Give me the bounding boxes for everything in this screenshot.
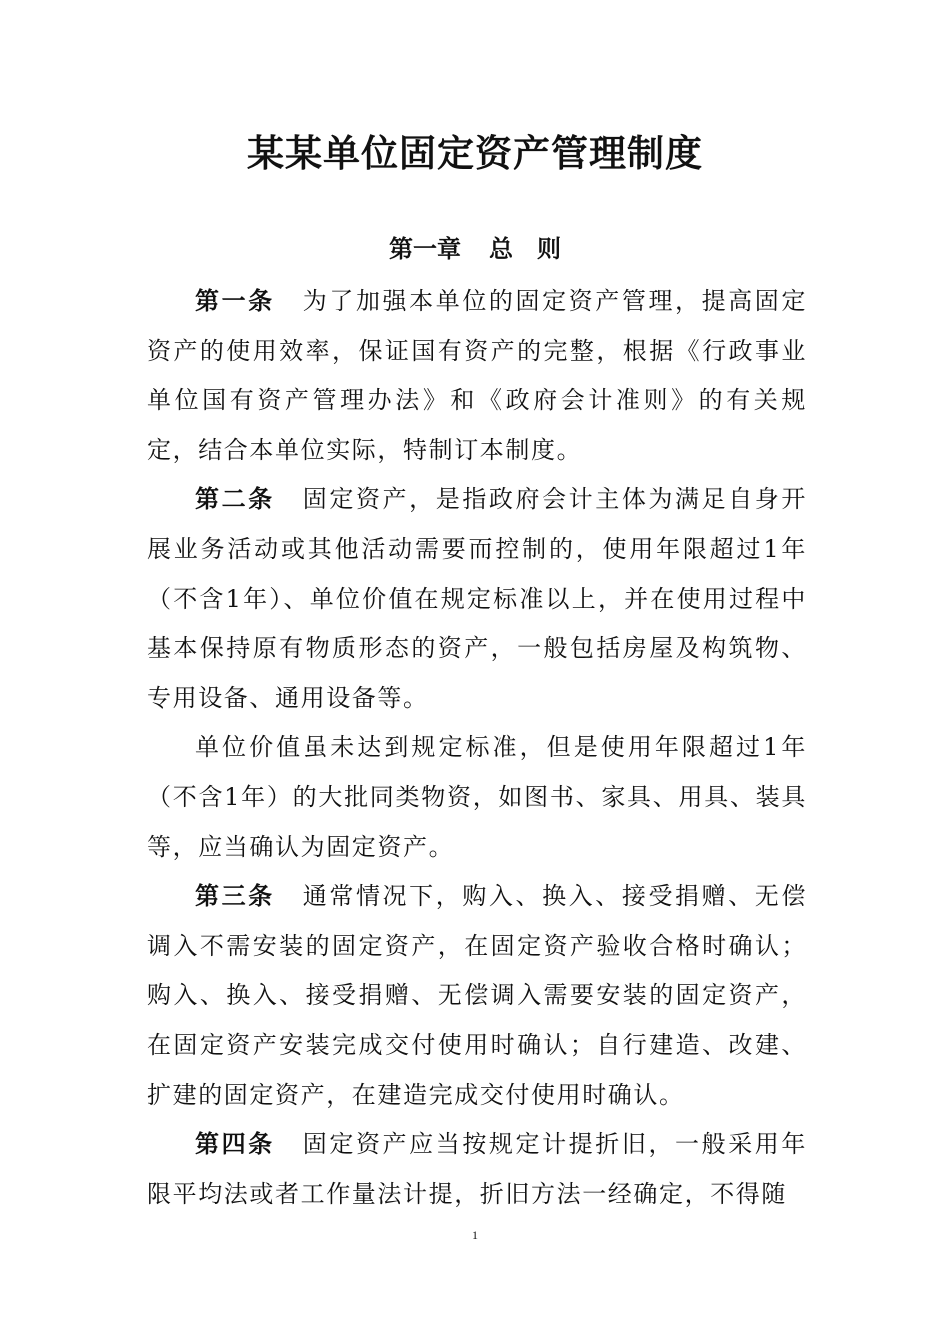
paragraph-text: 通常情况下，购入、换入、接受捐赠、无偿调入不需安装的固定资产，在固定资产验收合格时确认；购入、换入、接受捐赠、无偿调入需要安装的固定资产，在固定资产安装完成交付使用时确认；自行建造、改建、扩建的固定资产，在建造完成交付使用时确认。 <box>147 882 807 1109</box>
paragraph-article-4 <box>147 1120 807 1219</box>
chapter-heading <box>0 231 950 267</box>
document-title: 某某单位固定资产管理制度 <box>247 131 703 175</box>
document-body <box>147 277 807 1219</box>
paragraph-article-2-continued <box>147 723 807 872</box>
article-number: 第四条 <box>195 1130 275 1159</box>
article-number: 第一条 <box>195 287 275 315</box>
paragraph-article-2 <box>147 475 807 723</box>
page-number: 1 <box>472 1228 478 1242</box>
article-number: 第二条 <box>195 485 275 514</box>
article-number: 第三条 <box>195 882 275 911</box>
chapter-name: 总 则 <box>489 235 561 263</box>
paragraph-article-3 <box>147 872 807 1120</box>
paragraph-text: 固定资产应当按规定计提折旧，一般采用年限平均法或者工作量法计提，折旧方法一经确定，不得随 <box>147 1130 807 1208</box>
paragraph-article-1 <box>147 277 807 475</box>
paragraph-text: 单位价值虽未达到规定标准，但是使用年限超过1年（不含1年）的大批同类物资，如图书、家具、用具、装具等，应当确认为固定资产。 <box>147 733 807 861</box>
paragraph-text: 固定资产，是指政府会计主体为满足自身开展业务活动或其他活动需要而控制的，使用年限超过1年（不含1年）、单位价值在规定标准以上，并在使用过程中基本保持原有物质形态的资产，一般包括房屋及构筑物、专用设备、通用设备等。 <box>147 485 807 712</box>
chapter-number: 第一章 <box>389 235 461 263</box>
paragraph-text: 为了加强本单位的固定资产管理，提高固定资产的使用效率，保证国有资产的完整，根据《行政事业单位国有资产管理办法》和《政府会计准则》的有关规定，结合本单位实际，特制订本制度。 <box>147 287 807 464</box>
